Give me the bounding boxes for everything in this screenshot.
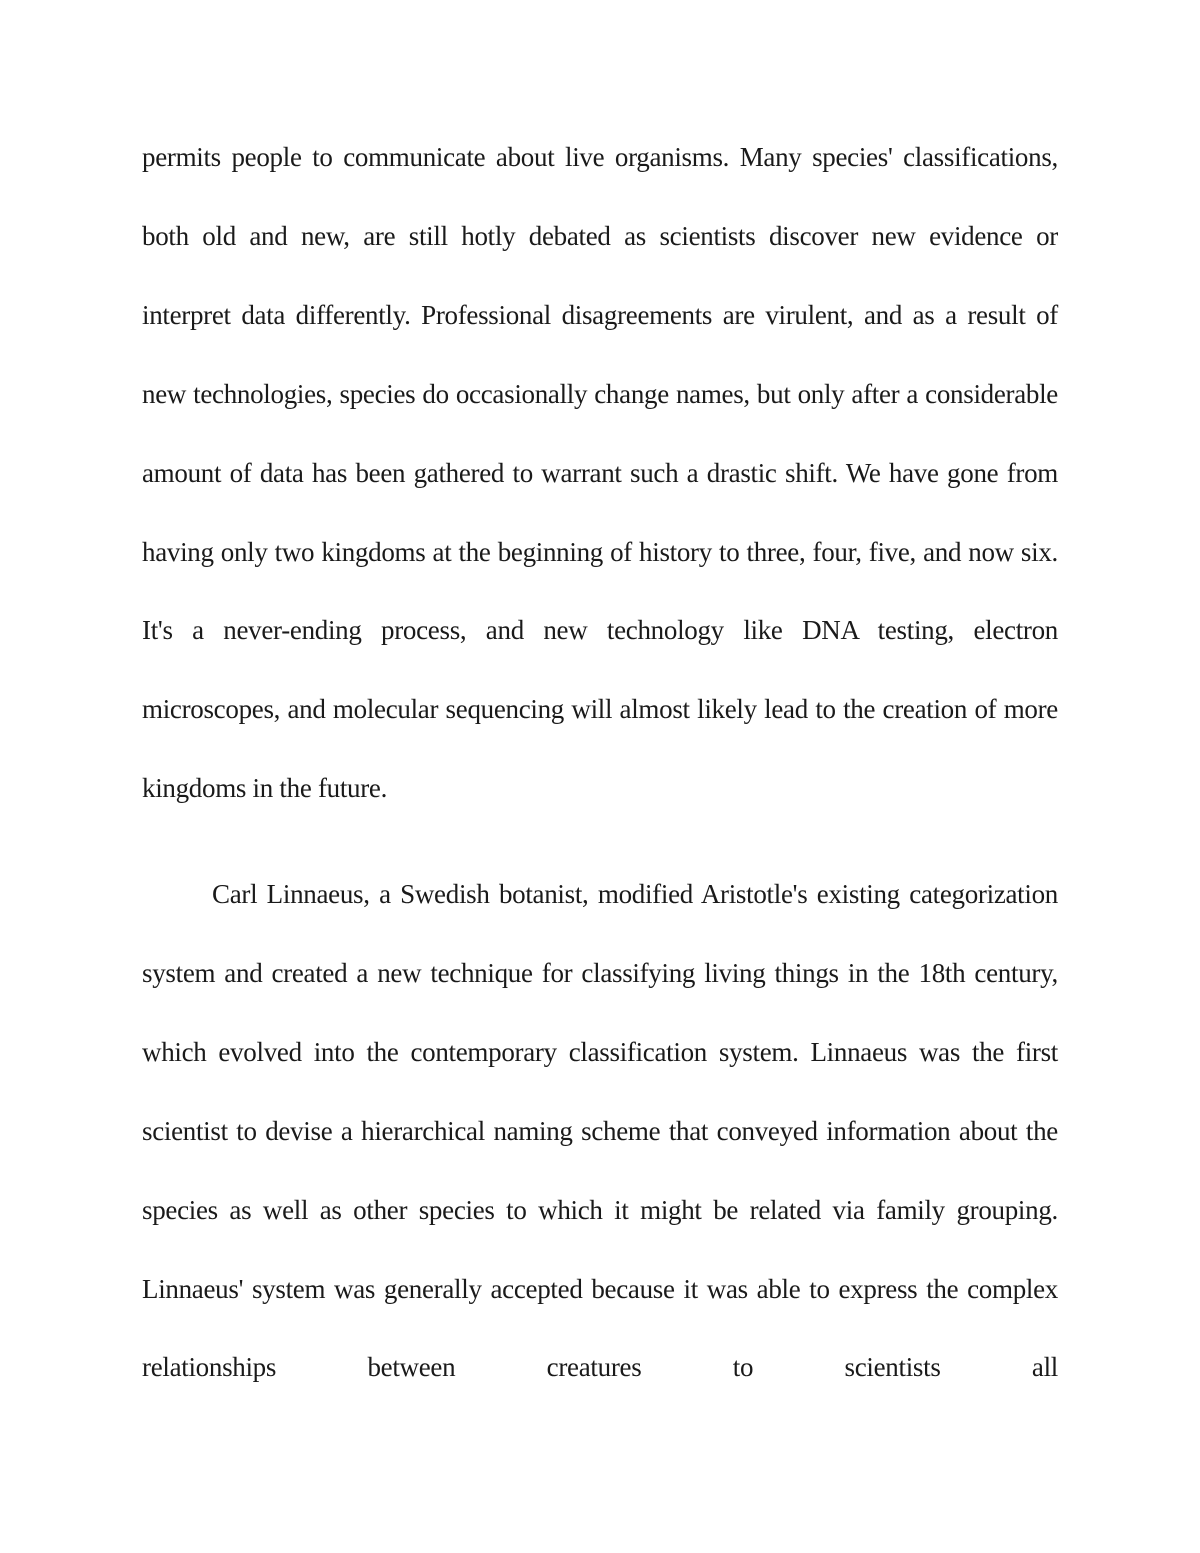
paragraph-linnaeus: Carl Linnaeus, a Swedish botanist, modified Aristotle's existing categorization system and created a new technique for classifying living things in the 18th century, which evolved into the contemporary classification system. Linnaeus was the first scientist to devise a hierarchical naming scheme that conveyed information about the species as well as other species to which it might be related via family grouping. Linnaeus' system was generally accepted because it was able to express the complex relationships between creatures to scientists all — [142, 879, 1058, 1383]
paragraph-continuation: permits people to communicate about live organisms. Many species' classifications, both old and new, are still hotly debated as scientists discover new evidence or interpret data differently. Professional disagreements are virulent, and as a result of new technologies, species do occasionally change names, but only after a considerable amount of data has been gathered to warrant such a drastic shift. We have gone from having only two kingdoms at the beginning of history to three, four, five, and now six. It's a never-ending process, and new technology like DNA testing, electron microscopes, and molecular sequencing will almost likely lead to the creation of more kingdoms in the future. — [142, 142, 1058, 804]
paragraph-linnaeus-block — [142, 855, 1058, 1407]
paragraph-continuation-block — [142, 118, 1058, 828]
